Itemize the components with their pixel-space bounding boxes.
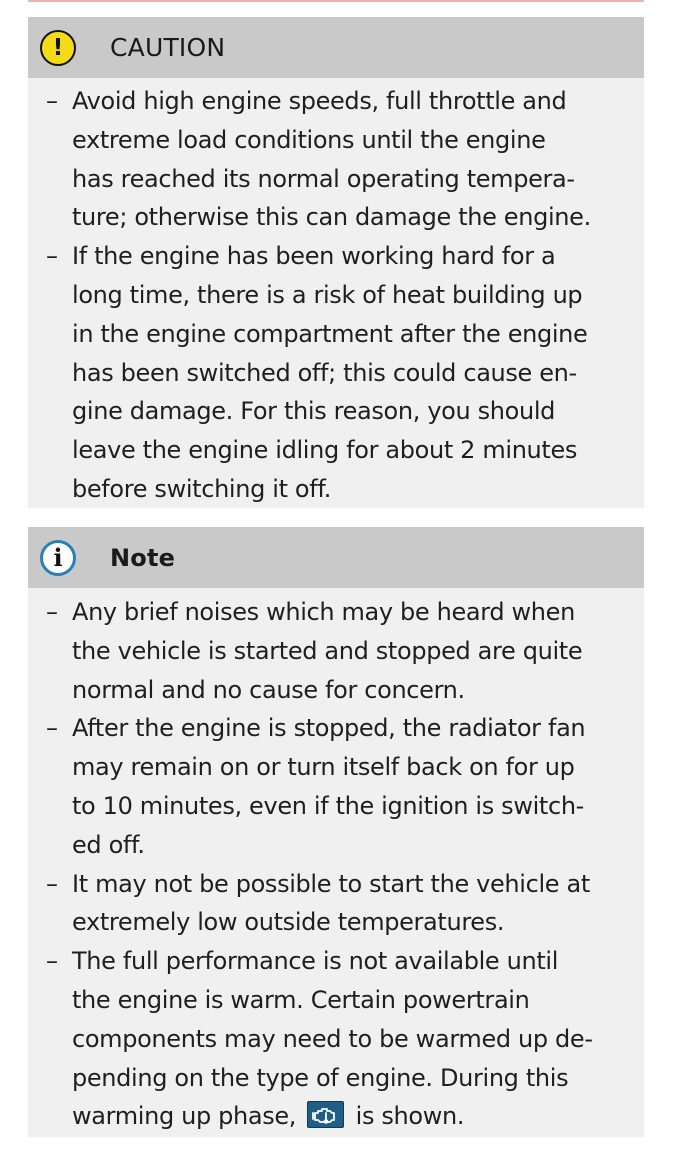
text-line: extreme load conditions until the engine — [72, 125, 546, 154]
list-dash: – — [46, 714, 58, 743]
list-item — [28, 865, 644, 943]
engine-warmup-icon — [307, 1101, 344, 1128]
list-item — [28, 237, 644, 509]
list-dash: – — [46, 869, 58, 898]
text-line: to 10 minutes, even if the ignition is switch- — [72, 791, 584, 820]
text-line: normal and no cause for concern. — [72, 675, 465, 704]
text-line — [72, 1097, 634, 1136]
text-line: gine damage. For this reason, you should — [72, 397, 556, 426]
text-line: has been switched off; this could cause en- — [72, 358, 577, 387]
list-item — [28, 593, 644, 709]
info-icon: i — [40, 540, 76, 576]
top-divider — [28, 0, 644, 2]
exclamation-icon: ! — [40, 30, 76, 66]
list-dash: – — [46, 242, 58, 271]
text-line: After the engine is stopped, the radiator fan — [72, 714, 586, 743]
text-line: If the engine has been working hard for a — [72, 242, 556, 271]
list-dash: – — [46, 87, 58, 115]
note-list — [28, 588, 644, 1136]
text-line: the engine is warm. Certain powertrain — [72, 985, 530, 1014]
caution-title: CAUTION — [110, 33, 226, 62]
text-line: leave the engine idling for about 2 minutes — [72, 436, 578, 465]
text-line: may remain on or turn itself back on for up — [72, 753, 575, 782]
note-header — [28, 527, 644, 588]
text-line: components may need to be warmed up de- — [72, 1024, 593, 1053]
text-line: It may not be possible to start the vehicle at — [72, 869, 590, 898]
list-item — [28, 82, 644, 237]
text-line: long time, there is a risk of heat building up — [72, 280, 583, 309]
text-line: before switching it off. — [72, 474, 331, 503]
text-line: the vehicle is started and stopped are quite — [72, 636, 583, 665]
list-item — [28, 942, 644, 1136]
text-line: pending on the type of engine. During this — [72, 1063, 569, 1092]
text-line: The full performance is not available until — [72, 947, 559, 976]
caution-header — [28, 17, 644, 78]
caution-list — [28, 78, 644, 509]
text-line: in the engine compartment after the engine — [72, 319, 588, 348]
text-line: Avoid high engine speeds, full throttle and — [72, 87, 567, 115]
caution-box — [28, 17, 644, 508]
text-line: ed off. — [72, 830, 145, 859]
note-title: Note — [110, 543, 176, 572]
text-segment: is shown. — [355, 1102, 465, 1131]
text-line: has reached its normal operating tempera- — [72, 164, 575, 193]
text-line: extremely low outside temperatures. — [72, 908, 505, 937]
text-line: ture; otherwise this can damage the engine. — [72, 203, 591, 232]
text-segment: warming up phase, — [72, 1102, 297, 1131]
text-line: Any brief noises which may be heard when — [72, 598, 575, 626]
list-dash: – — [46, 947, 58, 976]
list-item — [28, 709, 644, 864]
list-dash: – — [46, 598, 58, 626]
note-box — [28, 527, 644, 1137]
